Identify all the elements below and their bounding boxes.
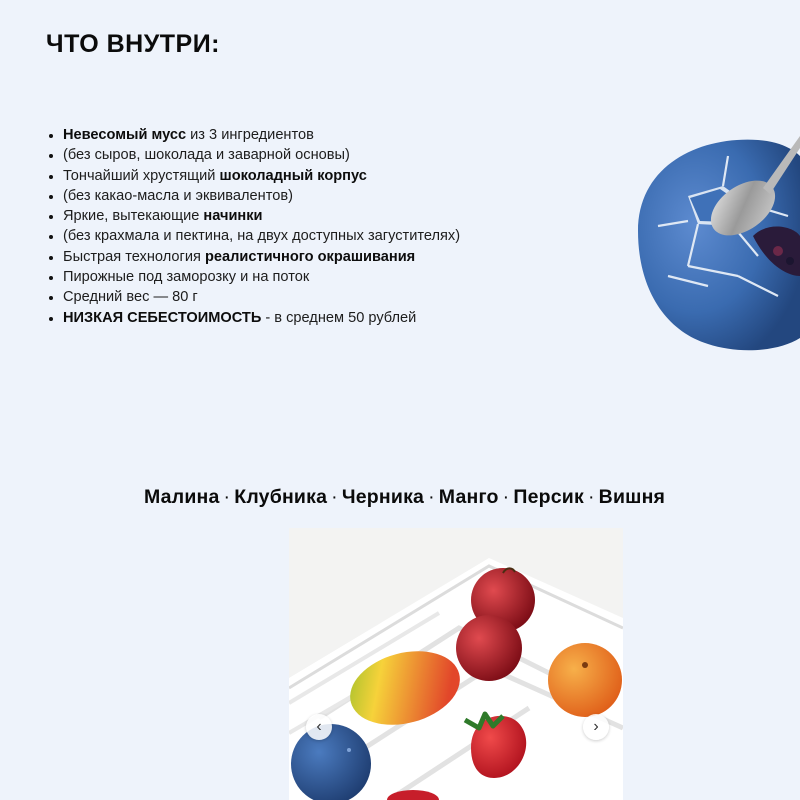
feature-item: • Средний вес — 80 г: [63, 287, 523, 307]
feature-item: • Яркие, вытекающие начинки: [63, 206, 523, 226]
separator: ·: [587, 486, 595, 508]
blueberry-dessert-image: [628, 126, 800, 356]
feature-item: • Быстрая технология реалистичного окрашивания: [63, 247, 523, 267]
separator: ·: [331, 486, 338, 508]
features-list: [44, 125, 523, 328]
feature-item: • Невесомый мусс из 3 ингредиентов: [63, 125, 523, 145]
fruit-desserts-photo: [289, 528, 623, 800]
chevron-left-icon: ‹: [316, 718, 322, 735]
separator: ·: [223, 486, 231, 508]
flavor-item: Клубника: [234, 486, 328, 508]
feature-item: • (без сыров, шоколада и заварной основы): [63, 145, 523, 165]
feature-item: • Пирожные под заморозку и на поток: [63, 267, 523, 287]
feature-item: • (без крахмала и пектина, на двух доступных загустителях): [63, 226, 523, 246]
flavor-item: Манго: [438, 486, 499, 508]
separator: ·: [428, 486, 435, 508]
gallery-next-button[interactable]: [583, 714, 609, 740]
gallery-prev-button[interactable]: [306, 714, 332, 740]
section-title: ЧТО ВНУТРИ:: [46, 30, 221, 58]
separator: ·: [502, 486, 510, 508]
flavor-item: Черника: [341, 486, 425, 508]
flavor-item: Малина: [144, 486, 220, 508]
feature-item: • (без какао-масла и эквивалентов): [63, 186, 523, 206]
chevron-right-icon: ›: [593, 718, 599, 735]
feature-item: • НИЗКАЯ СЕБЕСТОИМОСТЬ - в среднем 50 рублей: [63, 308, 523, 328]
flavors-list: [144, 486, 665, 509]
flavor-item: Персик: [513, 486, 584, 508]
gallery-carousel[interactable]: [289, 528, 623, 800]
flavor-item: Вишня: [598, 486, 666, 508]
feature-item: • Тончайший хрустящий шоколадный корпус: [63, 166, 523, 186]
